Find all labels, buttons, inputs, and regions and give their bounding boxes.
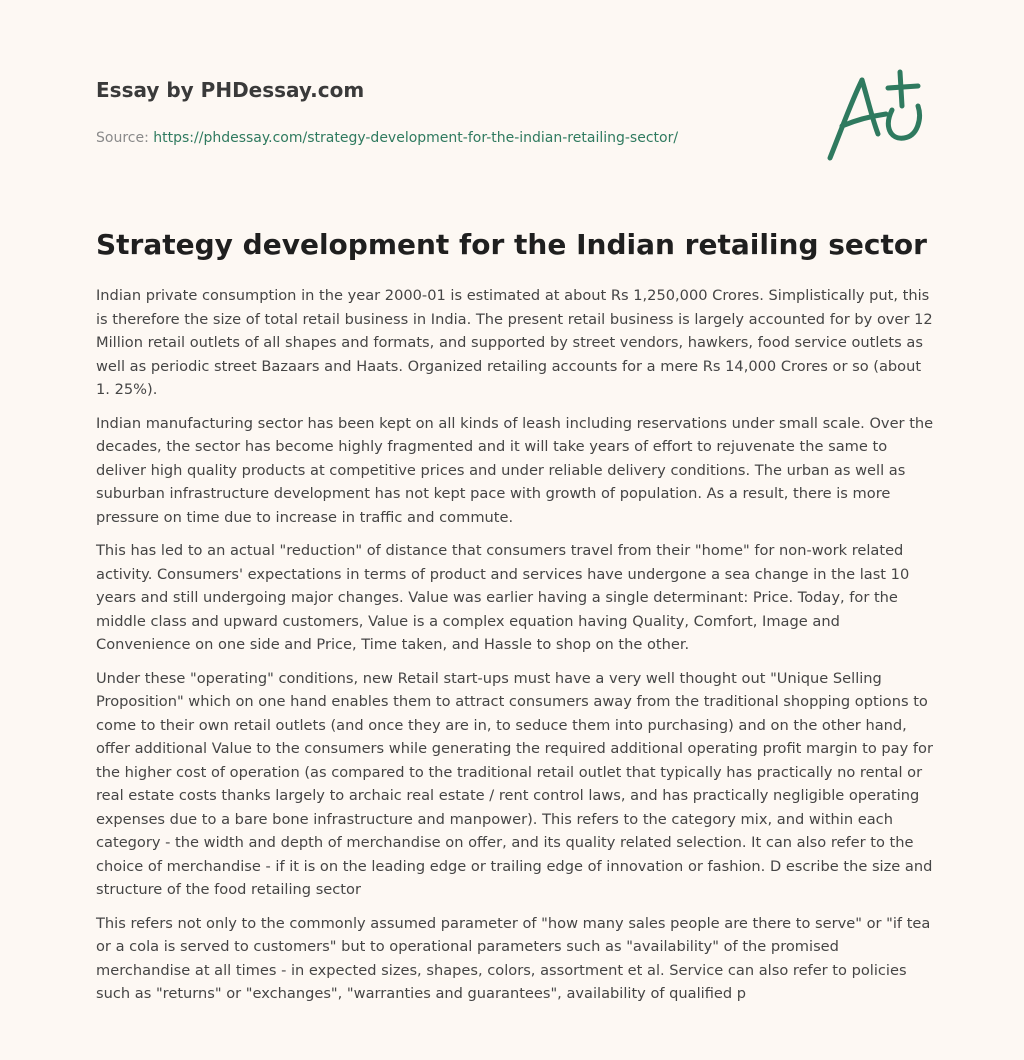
source-label: Source: — [96, 130, 149, 146]
a-plus-logo-svg — [820, 66, 930, 166]
essay-paragraph: This has led to an actual "reduction" of distance that consumers travel from their "home" for non-work related activity. Consumers' expectations in terms of product and services have undergone a sea change in the last 10 years and still undergoing major changes. Value was earlier having a single determinant: Price. Today, for the middle class and upward customers, Value is a complex equation having Quality, Comfort, Image and Convenience on one side and Price, Time taken, and Hassle to shop on the other. — [96, 542, 910, 653]
essay-title: Strategy development for the Indian retailing sector — [96, 228, 927, 261]
source-link[interactable]: https://phdessay.com/strategy-development-for-the-indian-retailing-sector/ — [153, 130, 679, 146]
a-plus-grade-icon — [820, 66, 930, 166]
essay-paragraph: Under these "operating" conditions, new Retail start-ups must have a very well thought out "Unique Selling Proposition" which on one hand enables them to attract consumers away from the traditional shopping options to come to their own retail outlets (and once they are in, to seduce them into purchasing) and on the other hand, offer additional Value to the consumers while generating the required additional operating profit margin to pay for the higher cost of operation (as compared to the traditional retail outlet that typically has practically no rental or real estate costs thanks largely to archaic real estate / rent control laws, and has practically negligible operating expenses due to a bare bone infrastructure and manpower). This refers to the category mix, and within each category - the width and depth of merchandise on offer, and its quality related selection. It can also refer to the choice of merchandise - if it is on the leading edge or trailing edge of innovation or fashion. D escribe the size and structure of the food retailing sector — [96, 669, 933, 898]
essay-body — [96, 284, 936, 1016]
page-header — [96, 76, 796, 148]
source-line — [96, 128, 796, 148]
site-title: Essay by PHDessay.com — [96, 78, 365, 102]
essay-paragraph: This refers not only to the commonly assumed parameter of "how many sales people are there to serve" or "if tea or a cola is served to customers" but to operational parameters such as "availability" of the promised merchandise at all times - in expected sizes, shapes, colors, assortment et al. Service can also refer to policies such as "returns" or "exchanges", "warranties and guarantees", availability of qualified p — [96, 914, 931, 1002]
essay-paragraph: Indian private consumption in the year 2000-01 is estimated at about Rs 1,250,000 Crores. Simplistically put, this is therefore the size of total retail business in India. The present retail business is largely accounted for by over 12 Million retail outlets of all shapes and formats, and supported by street vendors, hawkers, food service outlets as well as periodic street Bazaars and Haats. Organized retailing accounts for a mere Rs 14,000 Crores or so (about 1. 25%). — [96, 287, 933, 398]
essay-paragraph: Indian manufacturing sector has been kept on all kinds of leash including reservations under small scale. Over the decades, the sector has become highly fragmented and it will take years of effort to rejuvenate the same to deliver high quality products at competitive prices and under reliable delivery conditions. The urban as well as suburban infrastructure development has not kept pace with growth of population. As a result, there is more pressure on time due to increase in traffic and commute. — [96, 414, 934, 526]
